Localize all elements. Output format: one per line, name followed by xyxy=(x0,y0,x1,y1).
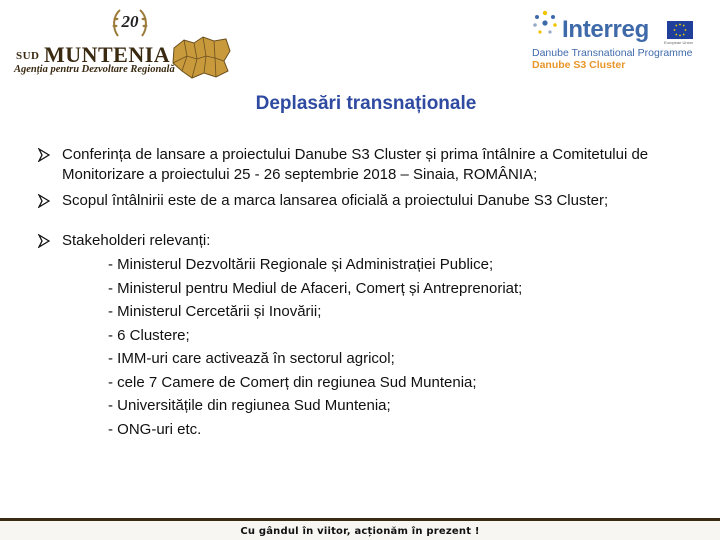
footer-slogan: Cu gândul în viitor, acționăm în prezent ! xyxy=(240,526,480,537)
list-item: - 6 Clustere; xyxy=(108,326,190,344)
stakeholder-list xyxy=(62,253,686,441)
list-item: - Ministerul Cercetării și Inovării; xyxy=(108,303,322,320)
page-title: Deplasări transnaționale xyxy=(255,93,477,114)
brand-tagline: Agenția pentru Dezvoltare Regională xyxy=(14,64,175,75)
brand-prefix: SUD xyxy=(16,50,40,62)
list-item: - Ministerul Dezvoltării Regionale și Administrației Publice; xyxy=(108,256,494,273)
bullet-text: Stakeholderi relevanți: xyxy=(62,232,211,249)
programme-name: Danube Transnational Programme xyxy=(532,47,693,59)
project-name: Danube S3 Cluster xyxy=(532,59,626,71)
bullet-item xyxy=(38,191,686,211)
list-item: - IMM-uri care activează în sectorul agricol; xyxy=(108,350,395,367)
bullet-list xyxy=(38,145,686,441)
interreg-logo xyxy=(530,6,710,72)
stars-icon xyxy=(530,8,560,38)
region-map-icon xyxy=(170,34,232,80)
list-item: - Universitățile din regiunea Sud Muntenia; xyxy=(108,397,391,414)
bullet-text: Conferința de lansare a proiectului Danube S3 Cluster și prima întâlnire a Comitetului de Monitorizare a proiectului 25 - 26 septembrie 2018 – Sinaia, ROMÂNIA; xyxy=(62,146,649,183)
bullet-item xyxy=(38,145,686,185)
brand-muntenia: MUNTENIA xyxy=(43,42,171,67)
eu-flag-icon xyxy=(667,21,693,39)
anniversary-number: 20 xyxy=(121,12,139,31)
sud-muntenia-logo xyxy=(10,4,235,84)
arrow-bullet-icon xyxy=(38,148,50,162)
bullet-item xyxy=(38,231,686,441)
eu-caption: European Union xyxy=(664,40,693,45)
anniversary-badge xyxy=(110,6,150,42)
list-item: - Ministerul pentru Mediul de Afaceri, Comerț și Antreprenoriat; xyxy=(108,279,523,297)
list-item: - ONG-uri etc. xyxy=(108,420,202,438)
bullet-text: Scopul întâlnirii este de a marca lansarea oficială a proiectului Danube S3 Cluster; xyxy=(62,192,609,209)
interreg-wordmark: Interreg xyxy=(562,16,649,43)
arrow-bullet-icon xyxy=(38,194,50,208)
list-item: - cele 7 Camere de Comerț din regiunea Sud Muntenia; xyxy=(108,373,477,391)
arrow-bullet-icon xyxy=(38,234,50,248)
footer-bar xyxy=(0,518,720,540)
